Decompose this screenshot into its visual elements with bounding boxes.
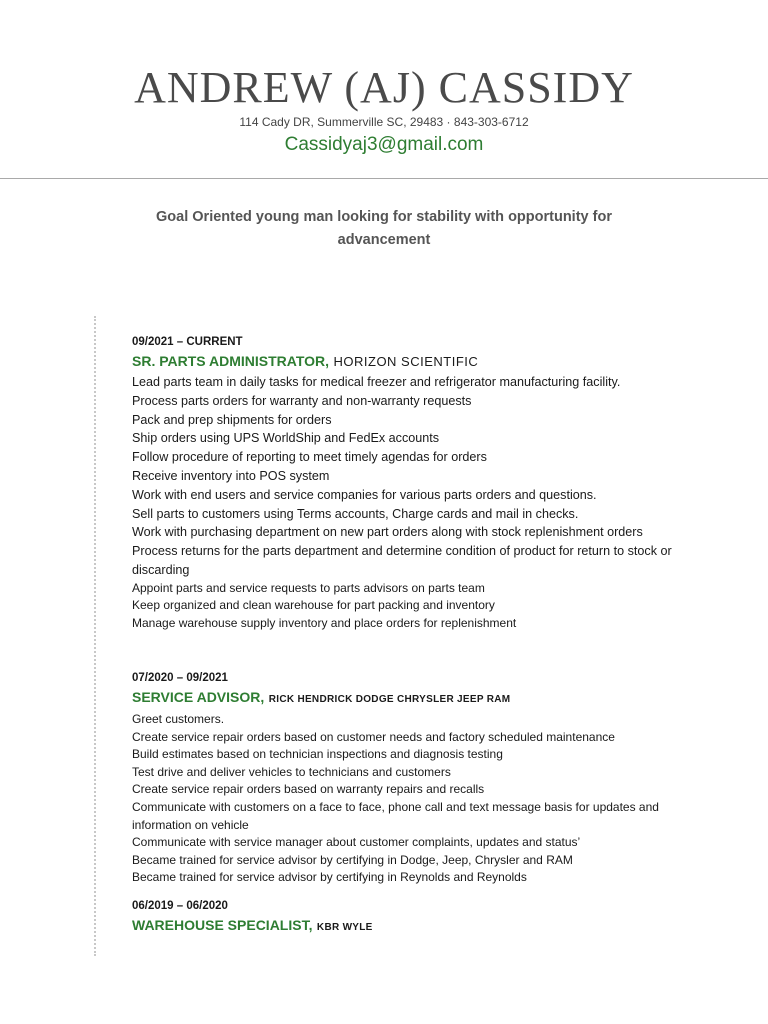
duty-item: Communicate with service manager about customer complaints, updates and status’ [132, 835, 581, 850]
job-title: SR. PARTS ADMINISTRATOR, [132, 353, 330, 369]
company-name: RICK HENDRICK DODGE CHRYSLER JEEP RAM [268, 694, 511, 705]
duty-item: Ship orders using UPS WorldShip and FedEx accounts [132, 431, 440, 446]
duty-item: Receive inventory into POS system [132, 468, 330, 483]
contact-info: 114 Cady DR, Summerville SC, 29483 · 843-303-6712 [239, 115, 529, 129]
job-dates: 07/2020 – 09/2021 [132, 672, 228, 684]
duty-item: Became trained for service advisor by certifying in Reynolds and Reynolds [132, 870, 527, 885]
duty-item: Process returns for the parts department and determine condition of product for return to stock or discarding [132, 544, 672, 577]
job-title: SERVICE ADVISOR, [132, 689, 265, 705]
company-name: KBR WYLE [316, 922, 373, 933]
duty-item: Appoint parts and service requests to parts advisors on parts team [132, 580, 485, 595]
experience-side-rule [94, 316, 96, 956]
duty-item: Pack and prep shipments for orders [132, 412, 332, 427]
company-name: HORIZON SCIENTIFIC [333, 354, 479, 369]
duty-list [132, 373, 692, 580]
duty-list [132, 580, 692, 633]
duty-item: Create service repair orders based on warranty repairs and recalls [132, 782, 485, 797]
duty-item: Test drive and deliver vehicles to technicians and customers [132, 764, 451, 779]
job-title-row [132, 686, 692, 711]
job-title-row [132, 914, 692, 939]
duty-item: Lead parts team in daily tasks for medical freezer and refrigerator manufacturing facility. [132, 375, 621, 389]
job-entry [132, 898, 692, 939]
duty-item: Process parts orders for warranty and non-warranty requests [132, 393, 472, 408]
header-divider [0, 178, 768, 179]
duty-item: Greet customers. [132, 712, 225, 726]
duty-item: Manage warehouse supply inventory and place orders for replenishment [132, 615, 517, 630]
candidate-name: ANDREW (AJ) CASSIDY [134, 63, 634, 112]
job-dates: 06/2019 – 06/2020 [132, 900, 228, 912]
job-dates: 09/2021 – CURRENT [132, 336, 243, 348]
job-title-row [132, 350, 692, 373]
job-title: WAREHOUSE SPECIALIST, [132, 917, 313, 933]
duty-item: Sell parts to customers using Terms accounts, Charge cards and mail in checks. [132, 506, 579, 521]
duty-item: Keep organized and clean warehouse for part packing and inventory [132, 598, 495, 613]
duty-item: Work with purchasing department on new part orders along with stock replenishment orders [132, 525, 643, 540]
duty-item: Communicate with customers on a face to face, phone call and text message basis for updates and information on vehicle [132, 799, 659, 832]
duty-item: Work with end users and service companies for various parts orders and questions. [132, 487, 597, 502]
duty-item: Follow procedure of reporting to meet timely agendas for orders [132, 450, 487, 465]
job-entry [132, 670, 692, 887]
duty-item: Build estimates based on technician inspections and diagnosis testing [132, 747, 503, 762]
duty-item: Became trained for service advisor by certifying in Dodge, Jeep, Chrysler and RAM [132, 852, 573, 867]
job-entry [132, 334, 692, 633]
email-address[interactable]: Cassidyaj3@gmail.com [284, 134, 484, 155]
duty-item: Create service repair orders based on customer needs and factory scheduled maintenance [132, 729, 615, 744]
duty-list [132, 711, 692, 887]
objective-statement: Goal Oriented young man looking for stability with opportunity for advancement [156, 209, 612, 248]
